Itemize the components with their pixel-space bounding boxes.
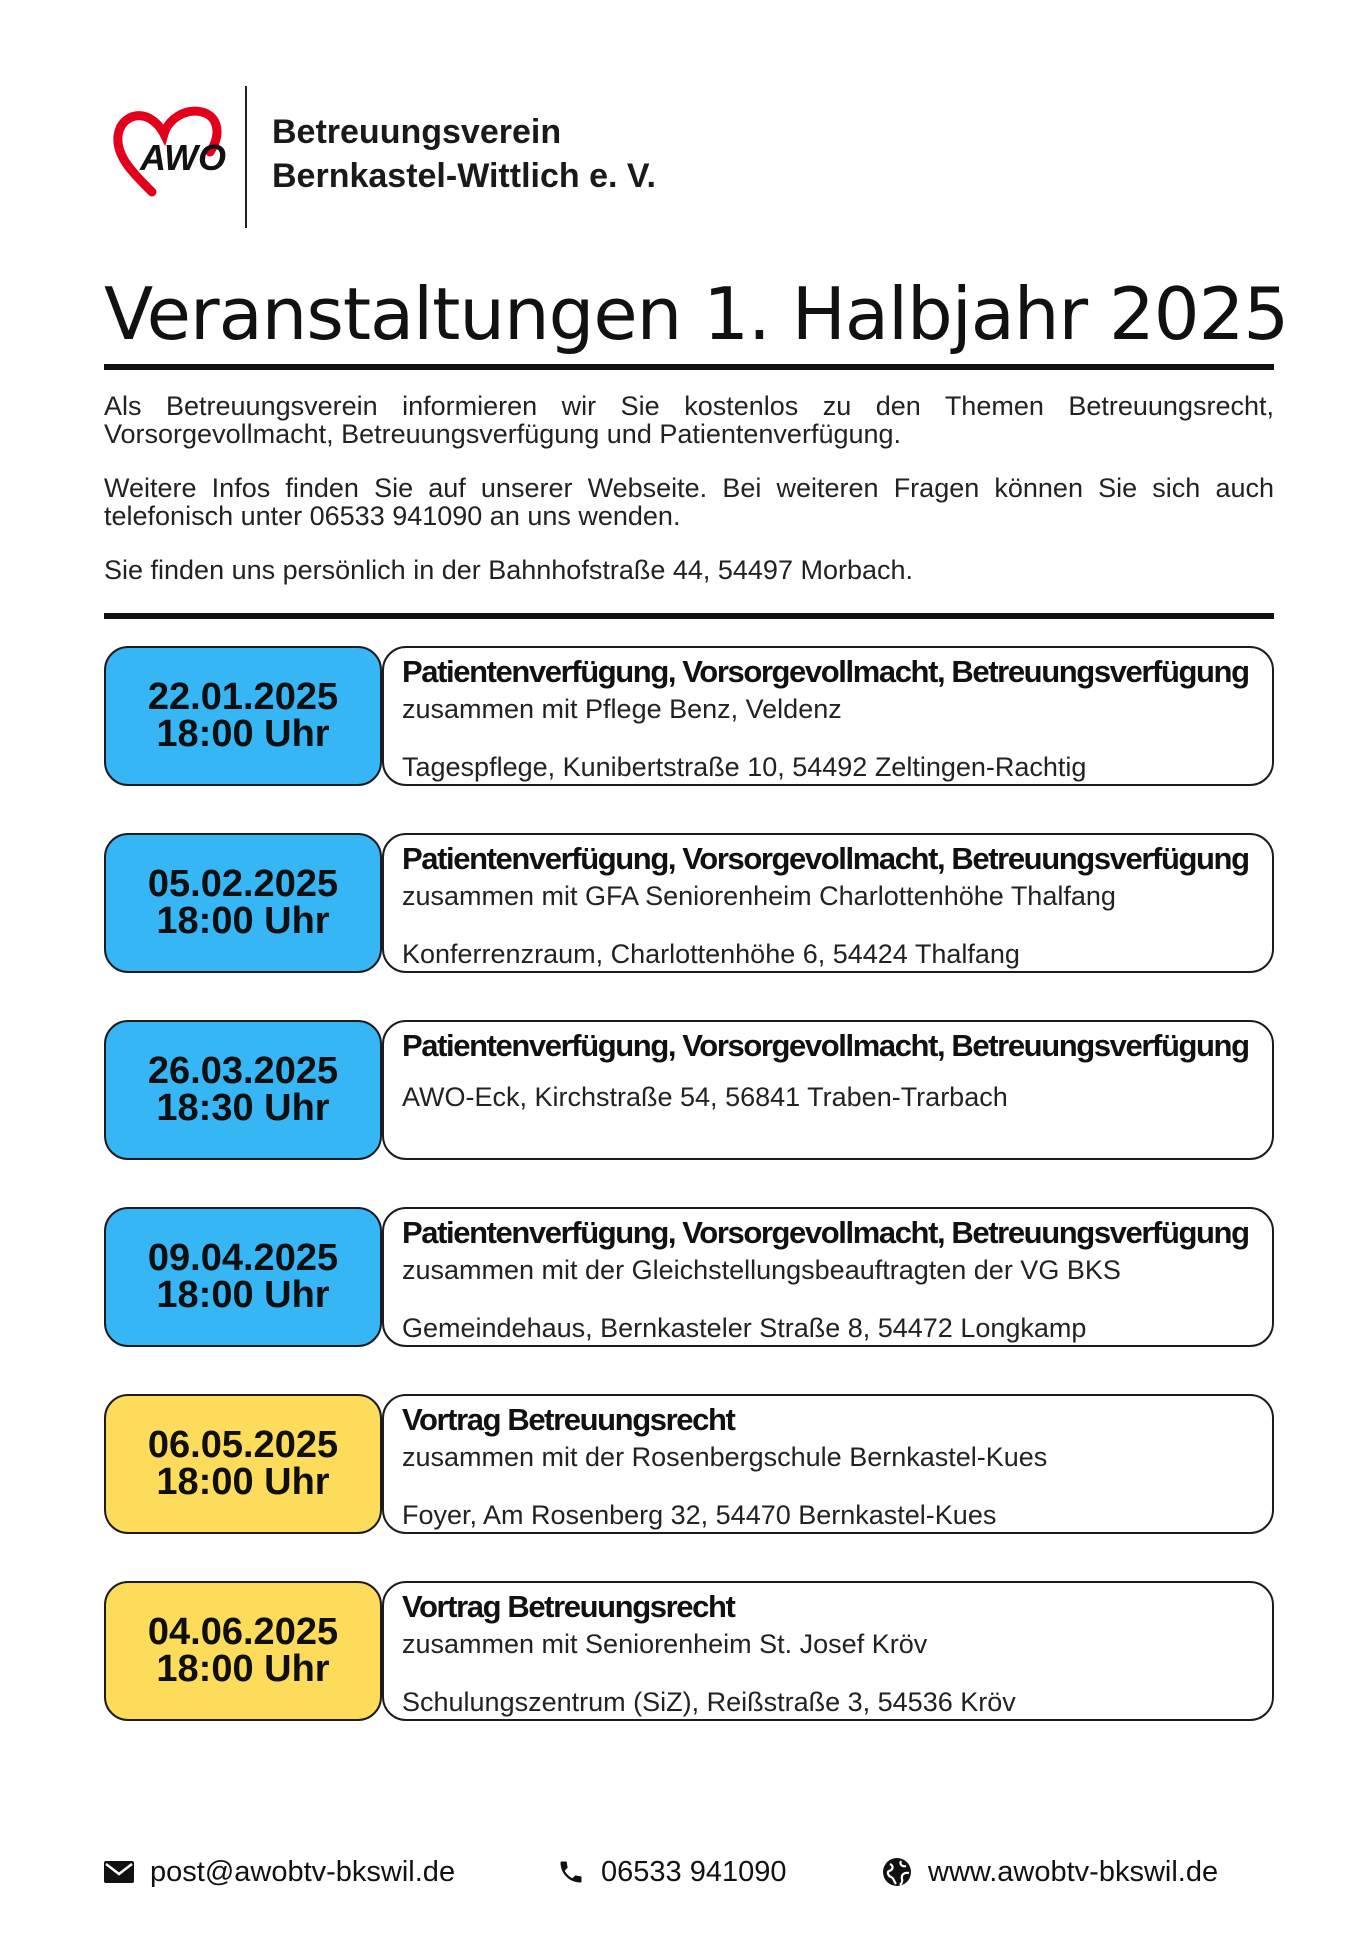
event-card bbox=[104, 646, 1274, 790]
footer bbox=[104, 1852, 1274, 1892]
event-location: Tagespflege, Kunibertstraße 10, 54492 Zeltingen-Rachtig bbox=[402, 752, 1087, 782]
event-datebox bbox=[104, 1394, 382, 1534]
event-topic: Patientenverfügung, Vorsorgevollmacht, Betreuungsverfügung bbox=[402, 1215, 1249, 1250]
footer-phone-text[interactable]: 06533 941090 bbox=[601, 1855, 787, 1888]
event-partner: zusammen mit Seniorenheim St. Josef Kröv bbox=[402, 1629, 928, 1659]
footer-email-text[interactable]: post@awobtv-bkswil.de bbox=[150, 1855, 456, 1888]
divider-top bbox=[104, 364, 1274, 370]
awo-logo bbox=[112, 106, 242, 206]
event-location: Gemeindehaus, Bernkasteler Straße 8, 54472 Longkamp bbox=[402, 1313, 1087, 1343]
event-partner: zusammen mit der Gleichstellungsbeauftragten der VG BKS bbox=[402, 1255, 1121, 1285]
event-card bbox=[104, 1020, 1274, 1164]
event-card bbox=[104, 833, 1274, 977]
event-details bbox=[382, 1020, 1274, 1160]
event-card bbox=[104, 1207, 1274, 1351]
event-location: Konferrenzraum, Charlottenhöhe 6, 54424 Thalfang bbox=[402, 939, 1020, 969]
event-partner: zusammen mit GFA Seniorenheim Charlottenhöhe Thalfang bbox=[402, 881, 1116, 911]
event-location: Schulungszentrum (SiZ), Reißstraße 3, 54536 Kröv bbox=[402, 1687, 1016, 1717]
event-time: 18:00 Uhr bbox=[156, 713, 330, 755]
event-date: 04.06.2025 bbox=[147, 1611, 339, 1653]
event-topic: Patientenverfügung, Vorsorgevollmacht, Betreuungsverfügung bbox=[402, 1028, 1249, 1063]
divider-bottom bbox=[104, 613, 1274, 619]
event-datebox bbox=[104, 1020, 382, 1160]
event-topic: Patientenverfügung, Vorsorgevollmacht, Betreuungsverfügung bbox=[402, 654, 1249, 689]
header-divider bbox=[245, 86, 247, 228]
event-details bbox=[382, 646, 1274, 786]
event-location: AWO-Eck, Kirchstraße 54, 56841 Traben-Trarbach bbox=[402, 1082, 1008, 1112]
organization-name-line2: Bernkastel-Wittlich e. V. bbox=[272, 157, 656, 195]
event-topic: Patientenverfügung, Vorsorgevollmacht, Betreuungsverfügung bbox=[402, 841, 1249, 876]
event-time: 18:00 Uhr bbox=[156, 1274, 330, 1316]
event-date: 26.03.2025 bbox=[147, 1050, 339, 1092]
event-details bbox=[382, 1394, 1274, 1534]
event-date: 05.02.2025 bbox=[147, 863, 339, 905]
event-datebox bbox=[104, 1207, 382, 1347]
footer-website[interactable] bbox=[882, 1852, 1218, 1892]
phone-icon bbox=[557, 1858, 585, 1886]
intro-paragraph-3: Sie finden uns persönlich in der Bahnhofstraße 44, 54497 Morbach. bbox=[104, 555, 914, 585]
event-details bbox=[382, 1581, 1274, 1721]
event-partner: zusammen mit Pflege Benz, Veldenz bbox=[402, 694, 842, 724]
globe-icon bbox=[882, 1857, 912, 1887]
event-time: 18:00 Uhr bbox=[156, 1648, 330, 1690]
event-time: 18:00 Uhr bbox=[156, 1461, 330, 1503]
event-time: 18:00 Uhr bbox=[156, 900, 330, 942]
event-details bbox=[382, 1207, 1274, 1347]
footer-phone[interactable] bbox=[557, 1852, 786, 1892]
event-date: 22.01.2025 bbox=[147, 676, 339, 718]
event-date: 09.04.2025 bbox=[147, 1237, 339, 1279]
footer-email[interactable] bbox=[104, 1852, 455, 1892]
mail-icon bbox=[104, 1861, 134, 1883]
page-title: Veranstaltungen 1. Halbjahr 2025 bbox=[104, 272, 1289, 356]
event-card bbox=[104, 1581, 1274, 1725]
event-datebox bbox=[104, 646, 382, 786]
event-topic: Vortrag Betreuungsrecht bbox=[402, 1589, 735, 1624]
event-topic: Vortrag Betreuungsrecht bbox=[402, 1402, 735, 1437]
organization-name-line1: Betreuungsverein bbox=[272, 113, 562, 151]
header bbox=[112, 86, 1012, 228]
event-datebox bbox=[104, 833, 382, 973]
event-details bbox=[382, 833, 1274, 973]
intro-paragraph-1: Als Betreuungsverein informieren wir Sie kostenlos zu den Themen Betreuungsrecht, Vorsorgevollmacht, Betreuungsverfügung und Patientenverfügung. bbox=[104, 391, 1274, 449]
event-date: 06.05.2025 bbox=[147, 1424, 339, 1466]
logo-text: AWO bbox=[140, 137, 226, 178]
organization-name bbox=[272, 110, 656, 198]
event-partner: zusammen mit der Rosenbergschule Bernkastel-Kues bbox=[402, 1442, 1048, 1472]
event-time: 18:30 Uhr bbox=[156, 1087, 330, 1129]
event-location: Foyer, Am Rosenberg 32, 54470 Bernkastel-Kues bbox=[402, 1500, 997, 1530]
event-card bbox=[104, 1394, 1274, 1538]
footer-website-text[interactable]: www.awobtv-bkswil.de bbox=[928, 1855, 1219, 1888]
event-datebox bbox=[104, 1581, 382, 1721]
intro-paragraph-2: Weitere Infos finden Sie auf unserer Webseite. Bei weiteren Fragen können Sie sich auch telefonisch unter 06533 941090 an uns wenden. bbox=[104, 473, 1274, 531]
